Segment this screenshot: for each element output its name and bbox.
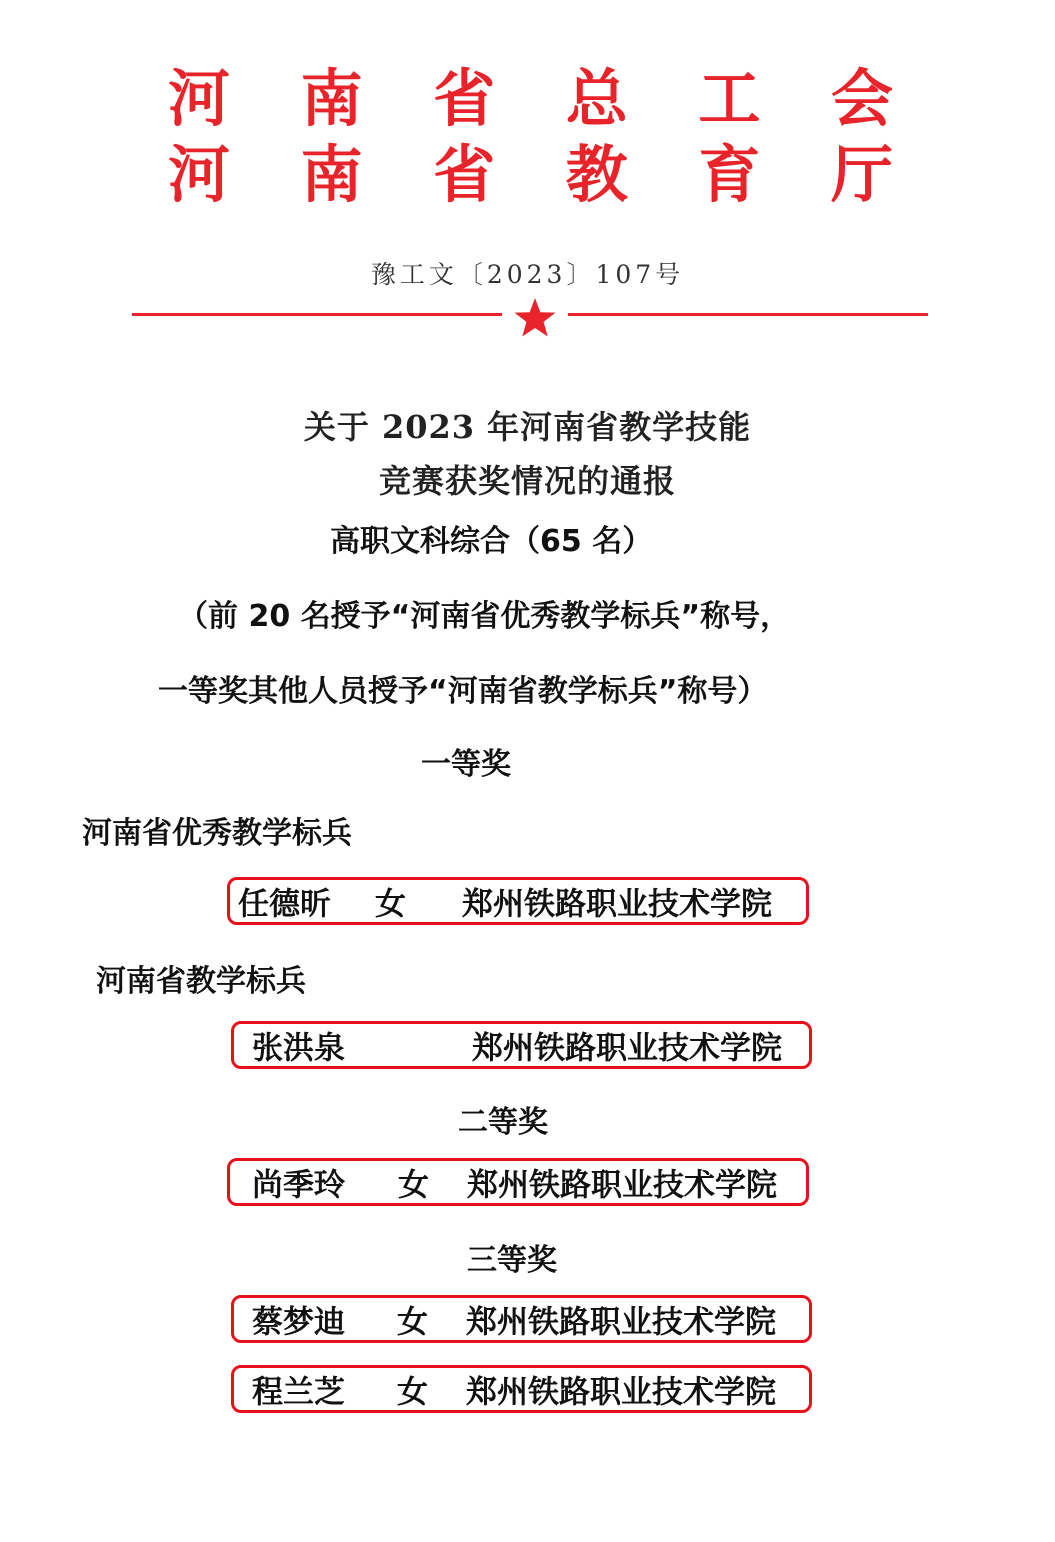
- notice-title-line-1: 关于 2023 年河南省教学技能: [303, 408, 752, 446]
- model-subheading: 河南省教学标兵: [96, 964, 306, 999]
- third-prize-heading: 三等奖: [467, 1243, 557, 1278]
- winner-school: 郑州铁路职业技术学院: [466, 1304, 776, 1341]
- issuer-char: 总: [565, 62, 628, 135]
- winner-record: [231, 1021, 812, 1069]
- winner-school: 郑州铁路职业技术学院: [472, 1030, 782, 1067]
- winner-name: 尚季玲: [252, 1167, 345, 1204]
- issuer-char: 工: [698, 62, 761, 135]
- winner-name: 张洪泉: [252, 1030, 345, 1067]
- issuer-char: 南: [300, 62, 363, 135]
- issuer-line-union: [168, 64, 893, 134]
- issuer-char: 会: [830, 62, 893, 135]
- winner-record: [231, 1365, 812, 1413]
- winner-gender: 女: [398, 1167, 429, 1204]
- document-number: 豫工文〔2023〕107号: [370, 260, 685, 289]
- notice-title-line-2: 竞赛获奖情况的通报: [378, 462, 676, 500]
- winner-gender: 女: [397, 1374, 428, 1411]
- winner-record: [231, 1295, 812, 1343]
- excellent-model-subheading: 河南省优秀教学标兵: [82, 816, 352, 851]
- winner-school: 郑州铁路职业技术学院: [467, 1167, 777, 1204]
- note-line-1: （前 20 名授予“河南省优秀教学标兵”称号，: [178, 599, 791, 634]
- issuer-char: 河: [168, 62, 231, 135]
- category-heading: 高职文科综合（65 名）: [330, 524, 653, 559]
- header-rule-left: [132, 313, 502, 316]
- issuer-char: 河: [168, 138, 231, 211]
- winner-name: 蔡梦迪: [252, 1304, 345, 1341]
- winner-record: [227, 877, 809, 925]
- first-prize-heading: 一等奖: [421, 747, 511, 782]
- issuer-char: 省: [433, 62, 496, 135]
- star-icon: [512, 296, 558, 340]
- winner-name: 任德昕: [238, 886, 331, 923]
- issuer-line-education: [168, 140, 893, 210]
- issuer-char: 厅: [830, 138, 893, 211]
- winner-school: 郑州铁路职业技术学院: [466, 1374, 776, 1411]
- issuer-char: 省: [433, 138, 496, 211]
- winner-school: 郑州铁路职业技术学院: [462, 886, 772, 923]
- header-rule-right: [568, 313, 928, 316]
- issuer-char: 南: [300, 138, 363, 211]
- second-prize-heading: 二等奖: [458, 1105, 548, 1140]
- note-line-2: 一等奖其他人员授予“河南省教学标兵”称号）: [158, 674, 768, 709]
- winner-gender: 女: [375, 886, 406, 923]
- issuer-char: 育: [698, 138, 761, 211]
- issuer-char: 教: [565, 138, 628, 211]
- winner-record: [227, 1158, 809, 1206]
- winner-name: 程兰芝: [252, 1374, 345, 1411]
- winner-gender: 女: [397, 1304, 428, 1341]
